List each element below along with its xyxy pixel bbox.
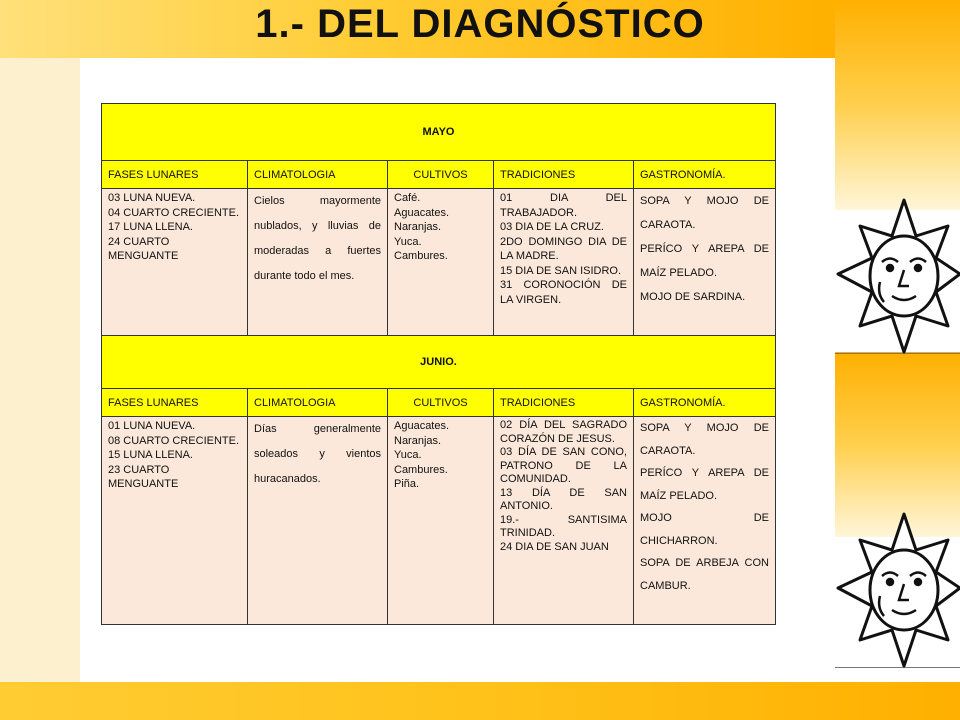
list-item: Aguacates. xyxy=(394,420,450,432)
header-tradiciones: TRADICIONES xyxy=(494,389,634,417)
fases-cell xyxy=(102,417,248,625)
diagnostic-table xyxy=(101,103,776,625)
header-fases-lunares: FASES LUNARES xyxy=(102,389,248,417)
cultivos-cell xyxy=(388,189,494,336)
cultivos-cell xyxy=(388,417,494,625)
list-item: Naranjas. xyxy=(394,434,442,447)
table-row xyxy=(102,189,776,336)
header-tradiciones: TRADICIONES xyxy=(494,161,634,189)
gastronomia-cell xyxy=(634,189,776,336)
tradiciones-cell xyxy=(494,417,634,625)
sun-face-icon xyxy=(836,196,960,356)
list-item: 19.- SANTISIMA TRINIDAD. xyxy=(500,513,627,539)
tradiciones-cell xyxy=(494,189,634,336)
list-item: 01 DIA DEL TRABAJADOR. xyxy=(500,192,627,219)
list-item: PERÍCO Y AREPA DE MAÍZ PELADO. xyxy=(640,243,769,279)
table-row xyxy=(102,417,776,625)
month-header-mayo: MAYO xyxy=(102,104,776,161)
list-item: 15 LUNA LLENA. xyxy=(108,449,193,461)
list-item: 17 LUNA LLENA. xyxy=(108,221,193,233)
list-item: Yuca. xyxy=(394,235,422,248)
climatologia-cell: Días generalmente soleados y vientos huracanados. xyxy=(248,417,388,625)
list-item: 24 CUARTO MENGUANTE xyxy=(108,235,179,262)
header-fases-lunares: FASES LUNARES xyxy=(102,161,248,189)
list-item: 02 DÍA DEL SAGRADO CORAZÓN DE JESUS. xyxy=(500,419,627,445)
sun-face-icon xyxy=(836,510,960,670)
list-item: 24 DIA DE SAN JUAN xyxy=(500,540,609,553)
header-cultivos: CULTIVOS xyxy=(388,161,494,189)
list-item: 03 DÍA DE SAN CONO, PATRONO DE LA COMUNIDAD. xyxy=(500,446,627,485)
header-gastronomia: GASTRONOMÍA. xyxy=(634,389,776,417)
list-item: 03 LUNA NUEVA. xyxy=(108,192,196,204)
list-item: Aguacates. xyxy=(394,206,450,219)
page-title: 1.- DEL DIAGNÓSTICO xyxy=(255,2,705,46)
list-item: Yuca. xyxy=(394,449,422,461)
list-item: MOJO DE SARDINA. xyxy=(640,291,746,303)
list-item: Cambures. xyxy=(394,463,448,476)
bottom-gradient-band xyxy=(0,682,960,720)
list-item: SOPA Y MOJO DE CARAOTA. xyxy=(640,422,769,457)
list-item: 23 CUARTO MENGUANTE xyxy=(108,463,179,490)
list-item: 31 CORONOCIÓN DE LA VIRGEN. xyxy=(500,279,627,306)
gastronomia-cell xyxy=(634,417,776,625)
list-item: 03 DIA DE LA CRUZ. xyxy=(500,221,604,233)
list-item: 08 CUARTO CRECIENTE. xyxy=(108,434,240,447)
list-item: 2DO DOMINGO DIA DE LA MADRE. xyxy=(500,235,627,262)
climatologia-cell: Cielos mayormente nublados, y lluvias de moderadas a fuertes durante todo el mes. xyxy=(248,189,388,336)
list-item: 15 DIA DE SAN ISIDRO. xyxy=(500,264,622,277)
list-item: 04 CUARTO CRECIENTE. xyxy=(108,206,240,219)
month-header-junio: JUNIO. xyxy=(102,336,776,389)
list-item: Piña. xyxy=(394,478,420,490)
header-gastronomia: GASTRONOMÍA. xyxy=(634,161,776,189)
column-headers-row xyxy=(102,161,776,189)
list-item: 01 LUNA NUEVA. xyxy=(108,420,196,432)
left-decor-band xyxy=(0,58,80,682)
list-item: PERÍCO Y AREPA DE MAÍZ PELADO. xyxy=(640,467,769,502)
fases-cell xyxy=(102,189,248,336)
header-climatologia: CLIMATOLOGIA xyxy=(248,161,388,189)
list-item: MOJO DE CHICHARRON. xyxy=(640,512,769,547)
column-headers-row xyxy=(102,389,776,417)
list-item: Café. xyxy=(394,192,421,204)
list-item: 13 DÍA DE SAN ANTONIO. xyxy=(500,486,627,512)
list-item: SOPA DE ARBEJA CON CAMBUR. xyxy=(640,557,769,592)
list-item: Cambures. xyxy=(394,250,448,262)
header-climatologia: CLIMATOLOGIA xyxy=(248,389,388,417)
list-item: SOPA Y MOJO DE CARAOTA. xyxy=(640,195,769,231)
list-item: Naranjas. xyxy=(394,221,442,233)
header-cultivos: CULTIVOS xyxy=(388,389,494,417)
